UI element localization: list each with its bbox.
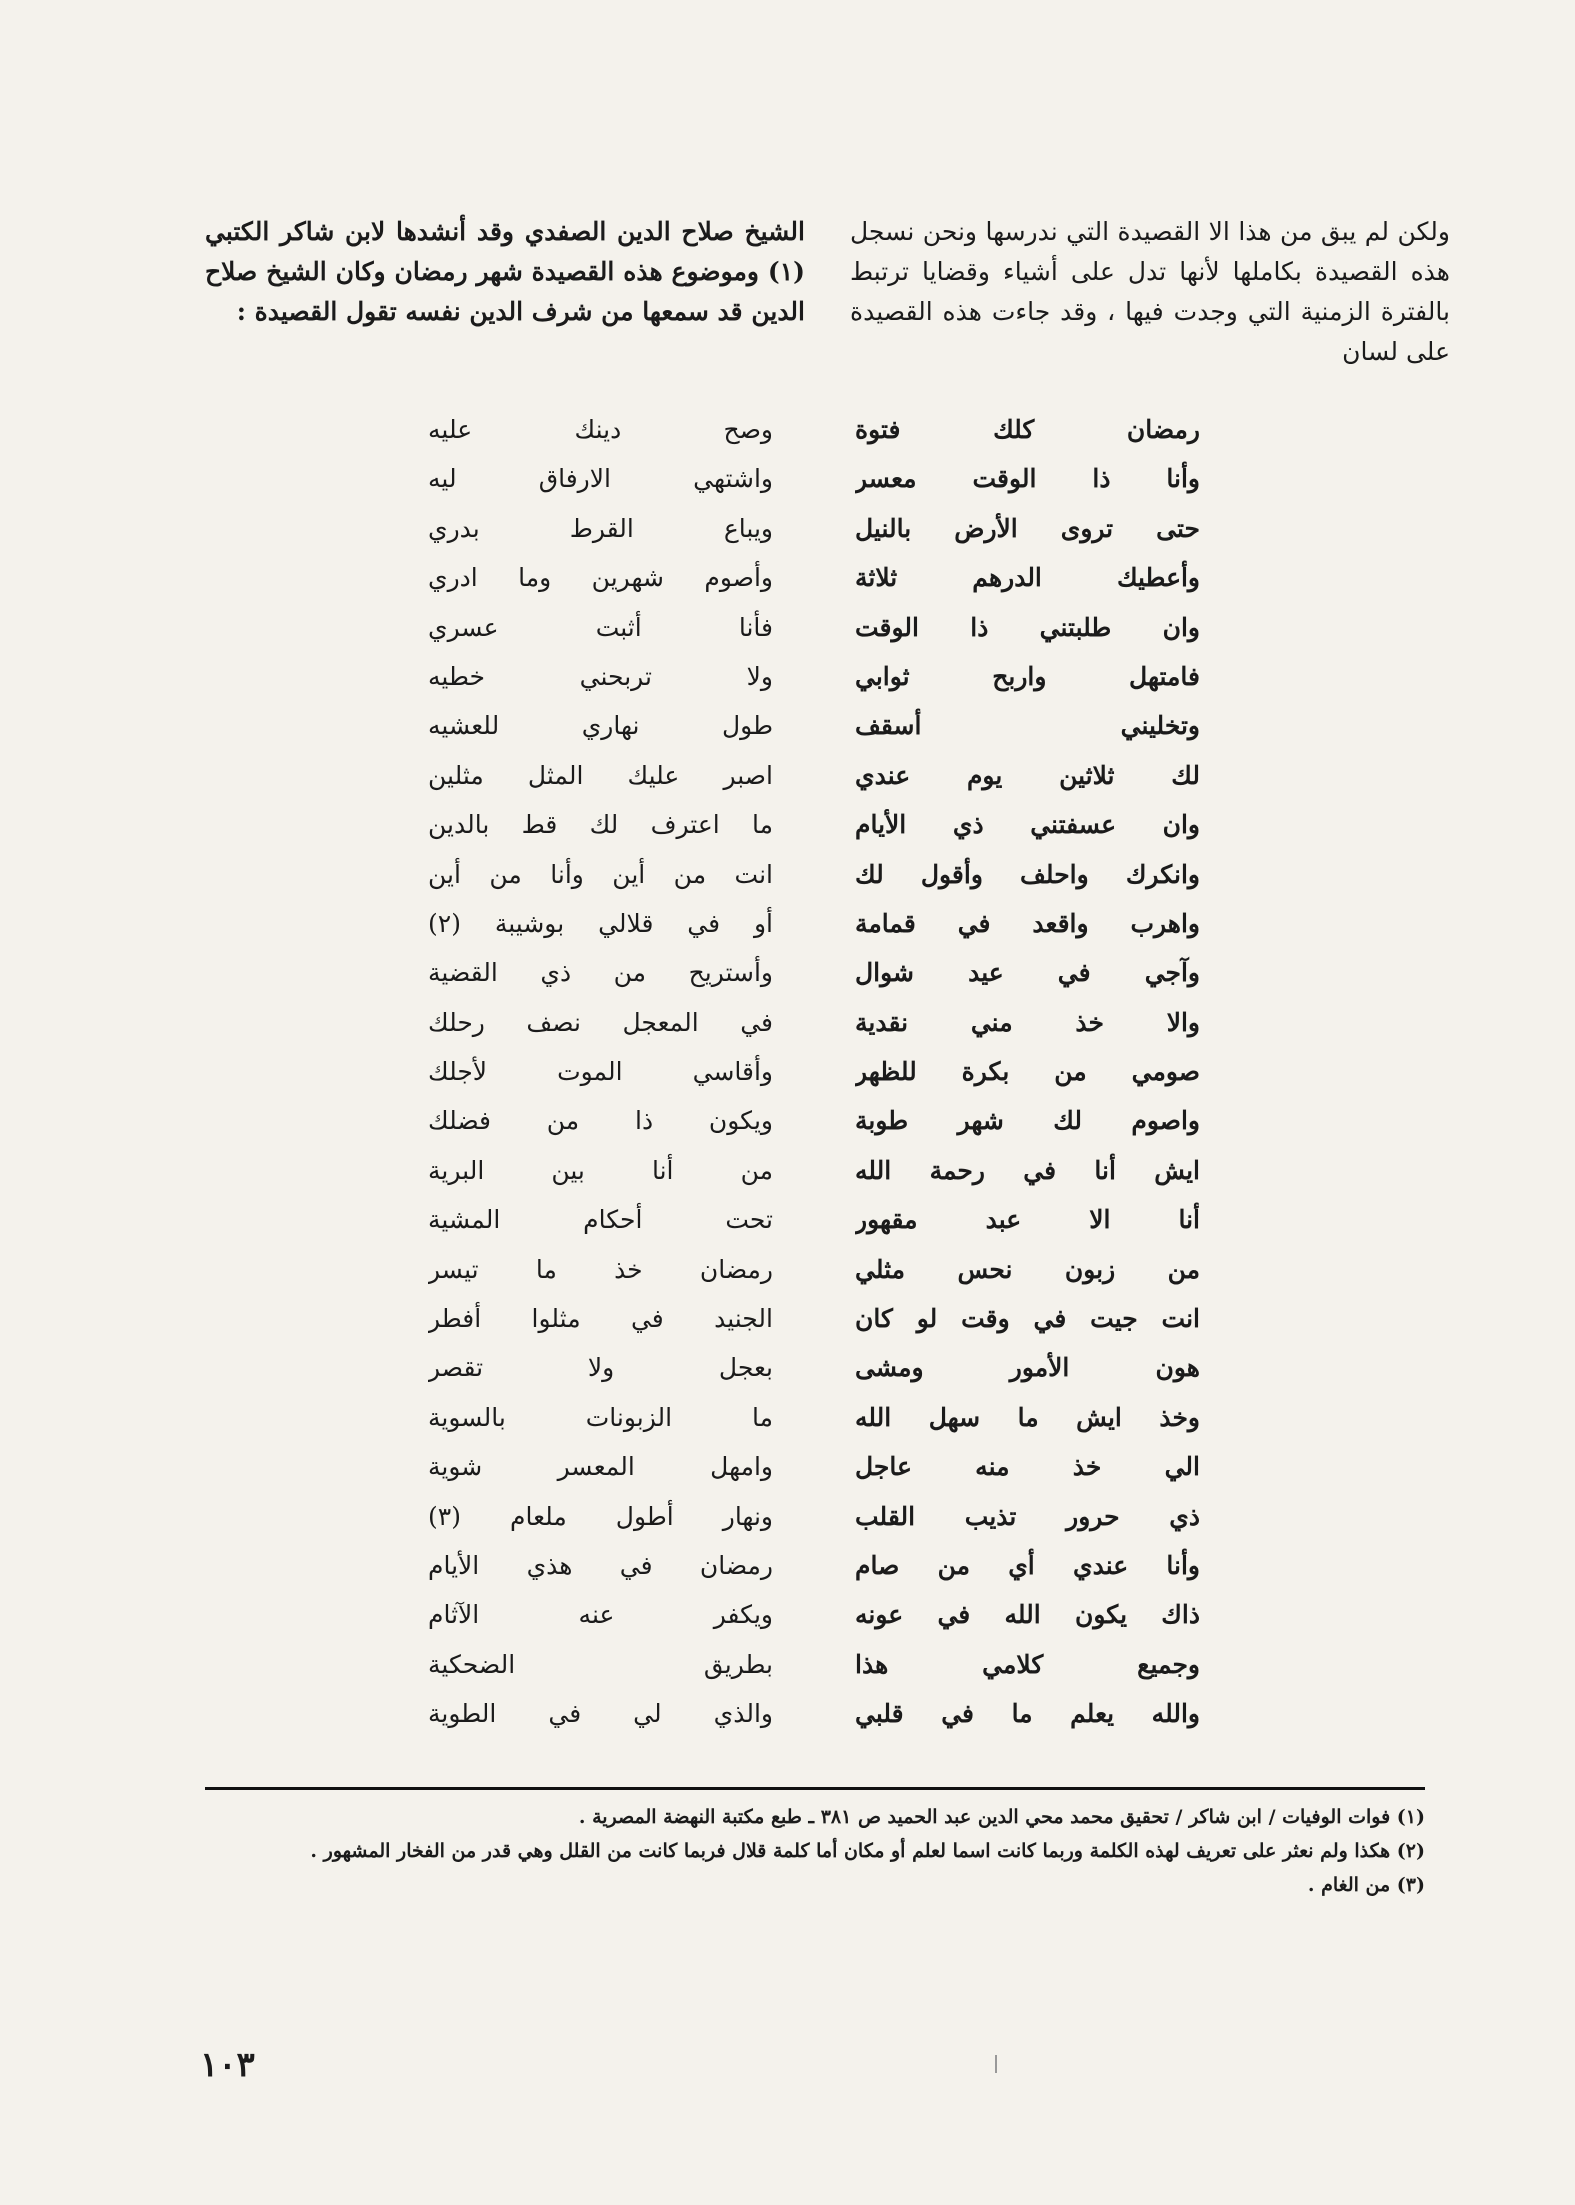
footnote: (٣) من الغام . xyxy=(1307,1874,1425,1896)
poem-verse-left: والذي لي في الطوية xyxy=(428,1699,773,1729)
poem-verse-right: وأنا ذا الوقت معسر xyxy=(855,464,1200,494)
poem-verse-right: وجميع كلامي هذا xyxy=(855,1649,1200,1679)
poem-verse-right: واصوم لك شهر طوبة xyxy=(855,1106,1200,1136)
poem-verse-right: وتخليني أسقف xyxy=(855,711,1200,741)
poem-verse-right: أنا الا عبد مقهور xyxy=(855,1205,1200,1235)
poem-verse-right: الي خذ منه عاجل xyxy=(855,1452,1200,1482)
intro-paragraph-right: ولكن لم يبق من هذا الا القصيدة التي ندرسها ونحن نسجل هذه القصيدة بكاملها لأنها تدل على أشياء وقضايا ترتبط بالفترة الزمنية التي وجدت فيها ، وقد جاءت هذه القصيدة على لسان xyxy=(850,217,1450,366)
poem-verse-right: وانكرك واحلف وأقول لك xyxy=(855,859,1200,889)
poem-verse-right: وأنا عندي أي من صام xyxy=(855,1550,1200,1580)
poem-verse-right: ذي حرور تذيب القلب xyxy=(855,1501,1200,1531)
poem-verse-left: من أنا بين البرية xyxy=(428,1155,773,1185)
poem-verse-left: رمضان خذ ما تيسر xyxy=(428,1254,773,1284)
poem-verse-left: الجنيد في مثلوا أفطر xyxy=(428,1304,773,1334)
poem-verse-right: وخذ ايش ما سهل الله xyxy=(855,1402,1200,1432)
poem-verse-left: ويكفر عنه الآثام xyxy=(428,1600,773,1630)
poem-verse-right: ذاك يكون الله في عونه xyxy=(855,1600,1200,1630)
poem-verse-right: لك ثلاثين يوم عندي xyxy=(855,760,1200,790)
poem-verse-left: بعجل ولا تقصر xyxy=(428,1353,773,1383)
poem-verse-right: وآجي في عيد شوال xyxy=(855,958,1200,988)
poem-verse-left: بطريق الضحكية xyxy=(428,1649,773,1679)
page-number: ١٠٣ xyxy=(200,2045,255,2085)
poem-verse-left: وامهل المعسر شوية xyxy=(428,1452,773,1482)
poem-verse-left: في المعجل نصف رحلك xyxy=(428,1007,773,1037)
poem-column-left xyxy=(428,405,773,1739)
poem-verse-left: اصبر عليك المثل مثلين xyxy=(428,760,773,790)
poem-verse-left: انت من أين وأنا من أين xyxy=(428,859,773,889)
poem-verse-left: ويباع القرط بدري xyxy=(428,513,773,543)
poem-verse-left: ونهار أطول ملعام (٣) xyxy=(428,1501,773,1531)
poem-verse-right: ايش أنا في رحمة الله xyxy=(855,1155,1200,1185)
poem-verse-right: واهرب واقعد في قمامة xyxy=(855,908,1200,938)
poem-verse-right: انت جيت في وقت لو كان xyxy=(855,1304,1200,1334)
poem-verse-right: صومي من بكرة للظهر xyxy=(855,1057,1200,1087)
poem-verse-right: رمضان كلك فتوة xyxy=(855,415,1200,444)
footnotes xyxy=(205,1800,1425,1902)
poem-verse-left: فأنا أثبت عسري xyxy=(428,612,773,642)
margin-mark xyxy=(995,2055,997,2073)
poem-verse-left: ما اعترف لك قط بالدين xyxy=(428,810,773,840)
poem-verse-right: وأعطيك الدرهم ثلاثة xyxy=(855,563,1200,593)
poem-verse-left: رمضان في هذي الأيام xyxy=(428,1550,773,1580)
poem-verse-left: طول نهاري للعشيه xyxy=(428,711,773,741)
poem-verse-right: حتى تروى الأرض بالنيل xyxy=(855,513,1200,543)
poem-verse-left: واشتهي الارفاق ليه xyxy=(428,464,773,494)
poem-verse-right: والله يعلم ما في قلبي xyxy=(855,1699,1200,1729)
poem-verse-left: ولا تربحني خطيه xyxy=(428,661,773,691)
footnote: (١) فوات الوفيات / ابن شاكر / تحقيق محمد محي الدين عبد الحميد ص ٣٨١ ـ طبع مكتبة النهضة المصرية . xyxy=(578,1806,1425,1828)
footnote-separator xyxy=(205,1787,1425,1790)
poem-verse-right: من زبون نحس مثلي xyxy=(855,1254,1200,1284)
poem-verse-left: ما الزبونات بالسوية xyxy=(428,1402,773,1432)
poem-verse-left: تحت أحكام المشية xyxy=(428,1205,773,1235)
poem-verse-right: والا خذ مني نقدية xyxy=(855,1007,1200,1037)
footnote: (٢) هكذا ولم نعثر على تعريف لهذه الكلمة وربما كانت اسما لعلم أو مكان أما كلمة قلال فربما كانت من القلل وهي قدر من الفخار المشهور . xyxy=(310,1840,1425,1862)
poem-verse-left: وصح دينك عليه xyxy=(428,415,773,444)
poem-verse-left: وأقاسي الموت لأجلك xyxy=(428,1057,773,1087)
poem-verse-right: هون الأمور ومشى xyxy=(855,1353,1200,1383)
poem-verse-right: وان عسفتني ذي الأيام xyxy=(855,810,1200,840)
poem-verse-right: فامتهل واربح ثوابي xyxy=(855,661,1200,691)
poem-verse-left: وأستريح من ذي القضية xyxy=(428,958,773,988)
poem-column-right xyxy=(855,405,1200,1739)
poem-verse-left: أو في قلالي بوشيبة (٢) xyxy=(428,908,773,938)
intro-paragraph-left: الشيخ صلاح الدين الصفدي وقد أنشدها لابن شاكر الكتبي (١) وموضوع هذه القصيدة شهر رمضان وكان الشيخ صلاح الدين قد سمعها من شرف الدين نفسه تقول القصيدة : xyxy=(205,217,805,326)
poem-verse-left: وأصوم شهرين وما ادري xyxy=(428,563,773,593)
poem-verse-left: ويكون ذا من فضلك xyxy=(428,1106,773,1136)
poem-verse-right: وان طلبتني ذا الوقت xyxy=(855,612,1200,642)
